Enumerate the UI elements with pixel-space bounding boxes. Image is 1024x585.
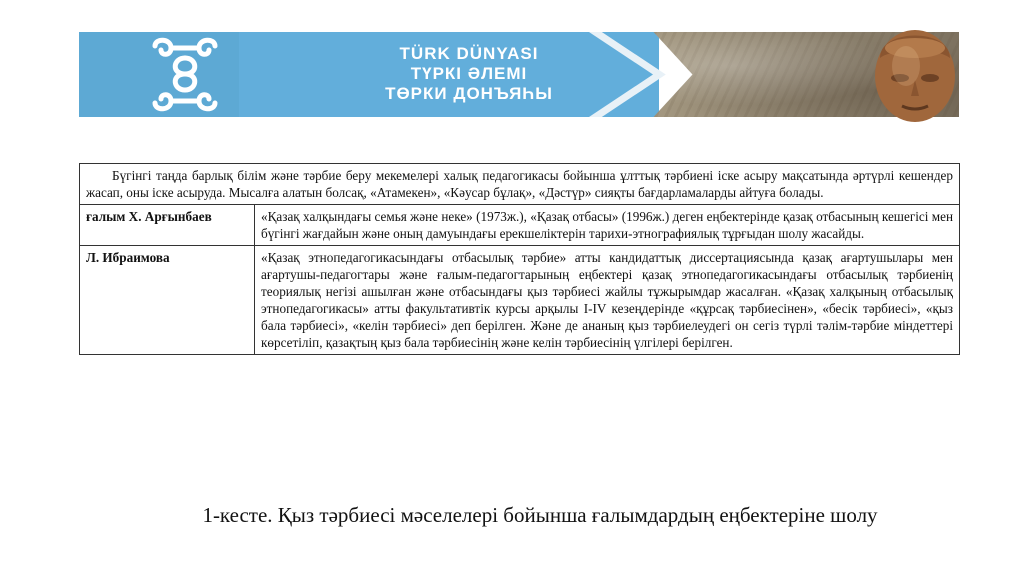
scholar-name: Л. Ибраимова (80, 246, 255, 355)
table-caption: 1-кесте. Қыз тәрбиесі мәселелері бойынша ғалымдардың еңбектеріне шолу (202, 503, 878, 527)
banner-titles (319, 44, 619, 104)
scholar-work-description: «Қазақ этнопедагогикасындағы отбасылық тәрбие» атты кандидаттық диссертациясында қазақ ағартушылары мен ағартушы-педагогтары және ғалым-педагогтарының еңбектері қазақ этнопедагогикасындағы отбасылық тәрбиенің теориялық негізі ашылған және отбасындағы қыз тәрбиесі жайлы тұжырымдар жасалған. «Қазақ халқының отбасылық этнопедагогикасы» атты факультативтік курсы арқылы I-IV кезеңдерінде «құрсақ тәрбиесінен», «бесік тәрбиесі», «қыз бала тәрбиесі», «келін тәрбиесі» деп берілген. Және де ананың қыз тәрбиелеудегі он сегіз түрлі тәлім-тәрбие міндеттері көрсетіліп, қазақтың қыз бала тәрбиесінің және келін тәрбиесінің үлгілері берілген. (255, 246, 960, 355)
table-row (80, 205, 960, 246)
table-intro-row (80, 164, 960, 205)
kazakh-ornament-icon (147, 36, 223, 113)
research-table (79, 163, 960, 355)
scholar-work-description: «Қазақ халқындағы семья және неке» (1973ж.), «Қазақ отбасы» (1996ж.) деген еңбектерінде қазақ отбасының кешегісі мен бүгінгі жағдайын және оның дамуындағы ерекшеліктерін тарихи-этнографиялық тұрғыдан шолу жасайды. (255, 205, 960, 246)
banner-title-line-1: TÜRK DÜNYASI (399, 44, 539, 63)
banner-title-line-2: ТҮРКІ ӘЛЕМІ (410, 64, 528, 83)
table-row (80, 246, 960, 355)
header-banner (79, 32, 959, 117)
banner-title-line-3: ТӨРКИ ДОНЪЯҺЫ (385, 84, 553, 103)
scholar-name: ғалым Х. Арғынбаев (80, 205, 255, 246)
table-intro-text: Бүгінгі таңда барлық білім және тәрбие беру мекемелері халық педагогикасы бойынша ұлттық тәрбиені іске асыру мақсатында әртүрлі кешендер жасап, оны іске асыруда. Мысалға алатын болсақ, «Атамекен», «Кәусар бұлақ», «Дәстүр» сияқты бағдарламаларды айтуға болады. (80, 164, 960, 205)
stone-head-sculpture-icon (866, 18, 964, 126)
